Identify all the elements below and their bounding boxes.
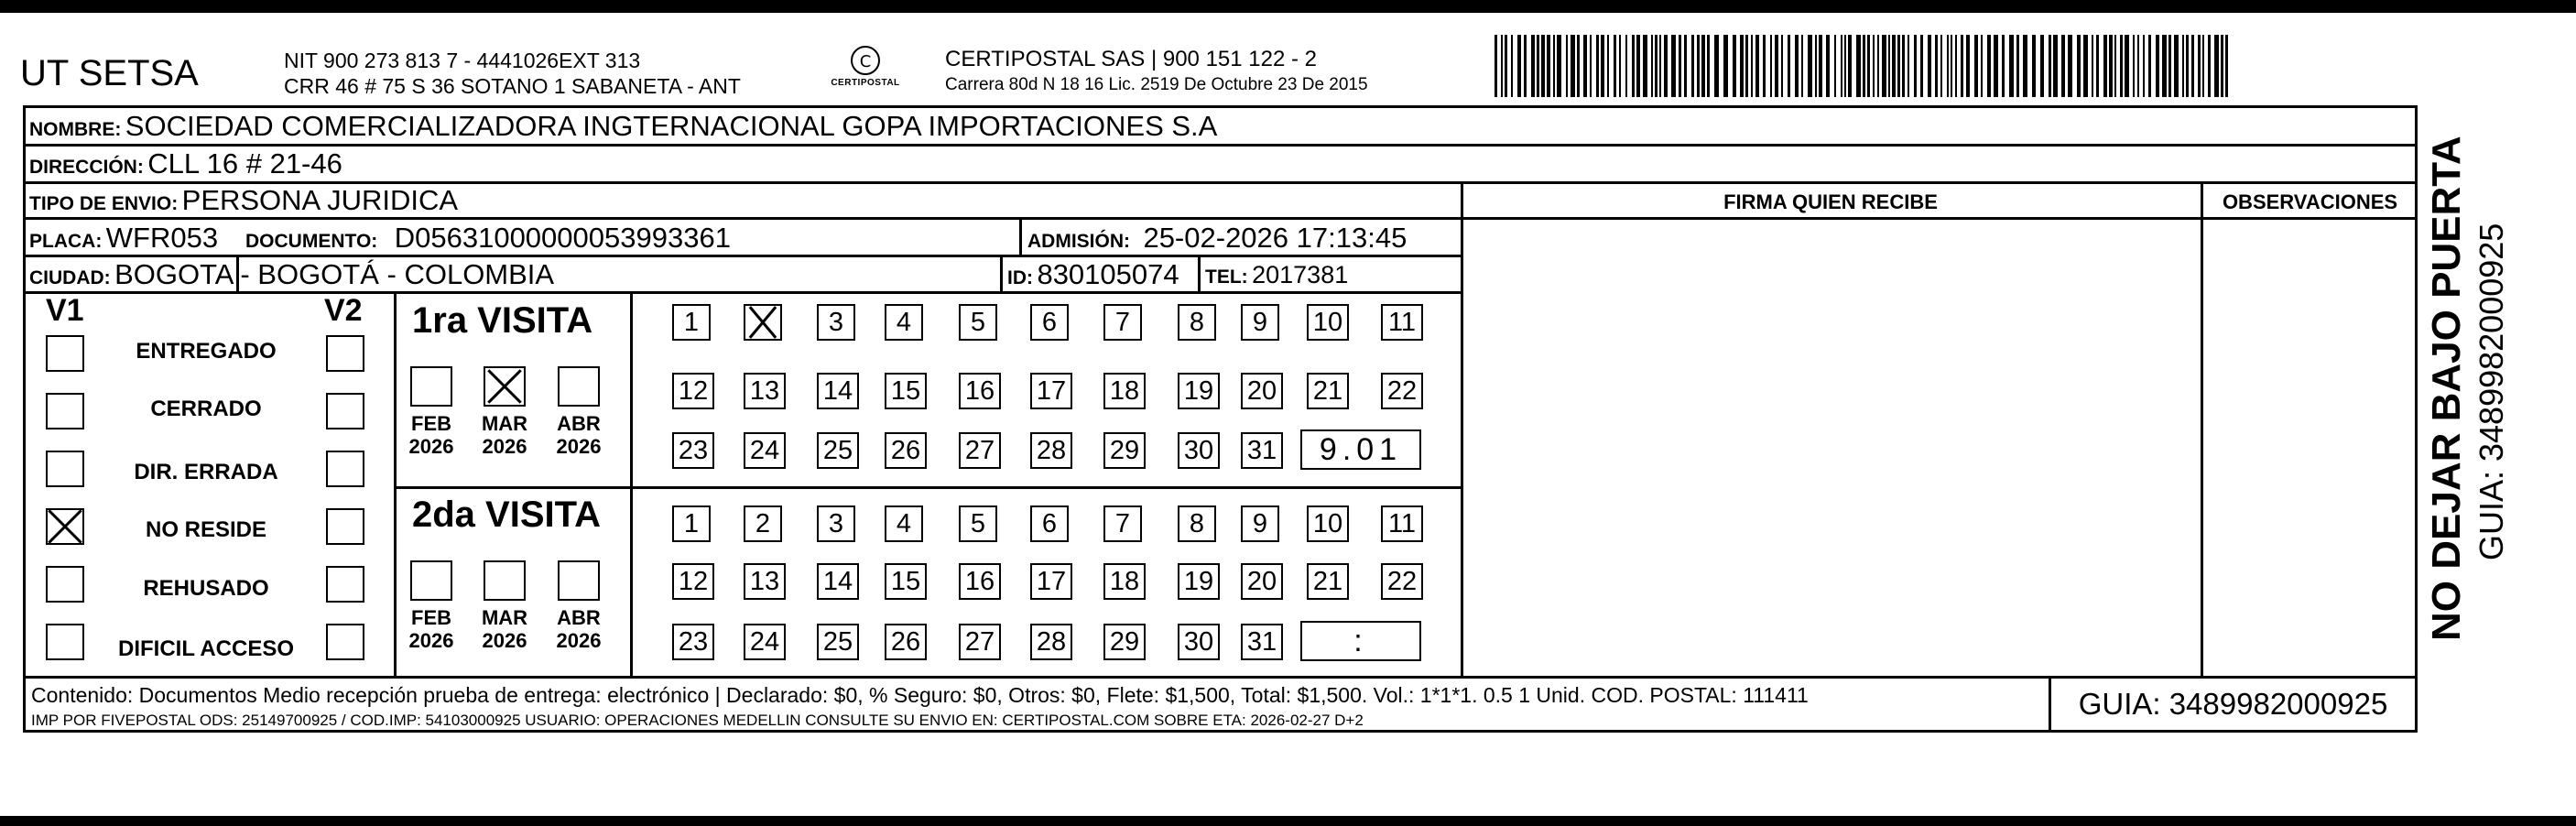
barcode-bar (1848, 35, 1852, 97)
visit2-day-24[interactable]: 24 (744, 624, 786, 660)
visit1-day-21[interactable]: 21 (1307, 373, 1349, 409)
visit2-day-29[interactable]: 29 (1103, 624, 1146, 660)
barcode-bar (1505, 35, 1507, 97)
tipo-value: PERSONA JURIDICA (181, 184, 459, 216)
certipostal-logo (815, 42, 916, 97)
barcode-bar (1974, 35, 1978, 97)
barcode-bar (2092, 35, 2093, 97)
barcode-bar (1619, 35, 1621, 97)
visit2-day-15[interactable]: 15 (885, 563, 927, 600)
v1-checkbox-3[interactable] (46, 508, 84, 545)
v1-checkbox-1[interactable] (46, 393, 84, 429)
v2-checkbox-0[interactable] (326, 335, 364, 372)
visit1-month-label: MAR 2026 (481, 412, 528, 459)
visit1-day-15[interactable]: 15 (885, 373, 927, 409)
status-label: CERRADO (150, 397, 262, 421)
visit2-day-9[interactable]: 9 (1241, 505, 1279, 542)
visit2-day-12[interactable]: 12 (672, 563, 714, 600)
visit2-day-27[interactable]: 27 (959, 624, 1001, 660)
visit2-day-31[interactable]: 31 (1241, 624, 1283, 660)
nit-text: NIT 900 273 813 7 - 4441026EXT 313 (284, 49, 641, 72)
visit1-day-29[interactable]: 29 (1103, 432, 1146, 469)
visit1-day-16[interactable]: 16 (959, 373, 1001, 409)
placa-label: PLACA: (29, 231, 103, 252)
visit-divider (394, 486, 1461, 489)
visit2-day-22[interactable]: 22 (1381, 563, 1423, 600)
barcode-bar (2002, 35, 2005, 97)
visit1-day-6[interactable]: 6 (1030, 304, 1069, 341)
tel-value: 2017381 (1252, 261, 1349, 288)
barcode-bar (1815, 35, 1817, 97)
visit2-day-10[interactable]: 10 (1307, 505, 1349, 542)
side-guia: GUIA: 3489982000925 (2473, 223, 2510, 560)
barcode-bar (1951, 35, 1952, 97)
contenido-text: Contenido: Documentos Medio recepción prueba de entrega: electrónico | Declarado: $0, % Seguro: $0, Otros: $0, Flete: $1,500, Total: $1,500. Vol.: 1*1*1. 0.5 1 Unid. COD. POSTAL: 111411 (31, 683, 1809, 707)
barcode-bar (1867, 35, 1870, 97)
barcode-bar (1679, 35, 1681, 97)
barcode-bar (1596, 35, 1599, 97)
barcode-bar (2103, 35, 2107, 97)
barcode-bar (2053, 35, 2058, 97)
visit2-day-17[interactable]: 17 (1030, 563, 1072, 600)
visit1-month-checkbox-0[interactable] (410, 366, 452, 407)
v1-checkbox-2[interactable] (46, 451, 84, 487)
visit2-month-label: ABR 2026 (556, 606, 602, 653)
documento-value: D05631000000053993361 (394, 222, 731, 254)
col-divider (1019, 217, 1022, 255)
visit2-day-1[interactable]: 1 (672, 505, 711, 542)
visit1-day-22[interactable]: 22 (1381, 373, 1423, 409)
barcode-bar (1733, 35, 1736, 97)
visit2-day-30[interactable]: 30 (1178, 624, 1220, 660)
barcode-bar (1577, 35, 1580, 97)
visit2-month-checkbox-1[interactable] (484, 560, 526, 601)
barcode-bar (1987, 35, 1991, 97)
barcode-bar (1947, 35, 1949, 97)
col-divider (1198, 255, 1201, 291)
barcode-bar (1501, 35, 1503, 97)
visit2-day-23[interactable]: 23 (672, 624, 714, 660)
visit1-day-30[interactable]: 30 (1178, 432, 1220, 469)
col-divider (394, 291, 397, 676)
v2-label: V2 (324, 293, 363, 328)
direccion-row (29, 149, 342, 178)
ciudad-row (29, 260, 554, 288)
v1-checkbox-4[interactable] (46, 566, 84, 603)
admision-value: 25-02-2026 17:13:45 (1143, 222, 1408, 254)
barcode-bar (1541, 35, 1545, 97)
barcode-bar (1940, 35, 1942, 97)
barcode-bar (1740, 35, 1744, 97)
visit1-title: 1ra VISITA (412, 300, 593, 341)
barcode-bar (1697, 35, 1700, 97)
documento-label: DOCUMENTO: (245, 231, 378, 252)
visit2-day-11[interactable]: 11 (1381, 505, 1423, 542)
barcode-bar (1651, 35, 1653, 97)
barcode-bar (1914, 35, 1917, 97)
barcode-bar (1701, 35, 1705, 97)
barcode-bar (2148, 35, 2151, 97)
barcode-bar (1566, 35, 1568, 97)
barcode-bar (1745, 35, 1748, 97)
visit1-day-31[interactable]: 31 (1241, 432, 1283, 469)
company-name: UT SETSA (20, 53, 199, 93)
visit1-day-27[interactable]: 27 (959, 432, 1001, 469)
barcode-bar (1707, 35, 1710, 97)
row-divider (23, 291, 1461, 294)
barcode-bar (2198, 35, 2201, 97)
visit1-day-28[interactable]: 28 (1030, 432, 1072, 469)
barcode-bar (2221, 35, 2223, 97)
visit1-month-checkbox-1[interactable] (484, 366, 526, 407)
v2-checkbox-2[interactable] (326, 451, 364, 487)
visit1-day-14[interactable]: 14 (817, 373, 859, 409)
barcode-bar (1795, 35, 1799, 97)
barcode-bar (1495, 35, 1497, 97)
visit2-day-3[interactable]: 3 (817, 505, 855, 542)
tipo-label: TIPO DE ENVIO: (29, 193, 179, 214)
barcode-bar (1808, 35, 1812, 97)
visit1-day-26[interactable]: 26 (885, 432, 927, 469)
visit2-time-box[interactable]: : (1300, 621, 1421, 661)
visit1-day-24[interactable]: 24 (744, 432, 786, 469)
barcode-bar (1882, 35, 1886, 97)
visit1-day-11[interactable]: 11 (1381, 304, 1423, 341)
barcode-bar (1691, 35, 1694, 97)
direccion-value: CLL 16 # 21-46 (147, 147, 342, 179)
visit1-day-20[interactable]: 20 (1241, 373, 1283, 409)
barcode-bar (1961, 35, 1963, 97)
top-edge (0, 0, 2576, 13)
certipostal-line1: CERTIPOSTAL SAS | 900 151 122 - 2 (945, 47, 1317, 71)
barcode-bar (1873, 35, 1875, 97)
barcode-bar (2133, 35, 2135, 97)
barcode-bar (1775, 35, 1778, 97)
v1-checkbox-5[interactable] (46, 624, 84, 660)
barcode-bar (1755, 35, 1759, 97)
ciudad-value: BOGOTA - BOGOTÁ - COLOMBIA (114, 258, 555, 290)
barcode-bar (2109, 35, 2113, 97)
barcode-bar (1994, 35, 1998, 97)
col-divider (630, 291, 633, 676)
barcode-bar (2049, 35, 2051, 97)
barcode-bar (1524, 35, 1527, 97)
barcode-bar (1659, 35, 1661, 97)
visit2-day-16[interactable]: 16 (959, 563, 1001, 600)
no-dejar-text: NO DEJAR BAJO PUERTA (2424, 136, 2469, 641)
barcode-bar (1928, 35, 1931, 97)
barcode-bar (2009, 35, 2014, 97)
barcode-bar (1955, 35, 1957, 97)
visit1-month-label: ABR 2026 (556, 412, 602, 459)
barcode-bar (2214, 35, 2219, 97)
barcode-bar (2120, 35, 2123, 97)
svg-text:C: C (859, 52, 872, 71)
visit1-day-2[interactable] (744, 304, 782, 341)
barcode-bar (1763, 35, 1766, 97)
v1-label: V1 (46, 293, 84, 328)
barcode-bar (1856, 35, 1861, 97)
visit1-day-10[interactable]: 10 (1307, 304, 1349, 341)
admision-cell (1027, 223, 1407, 252)
barcode-bar (2125, 35, 2129, 97)
barcode-bar (1557, 35, 1561, 97)
barcode-bar (1920, 35, 1923, 97)
barcode-bar (1826, 35, 1830, 97)
ciudad-label: CIUDAD: (29, 267, 111, 288)
barcode-bar (1583, 35, 1587, 97)
firma-label: FIRMA QUIEN RECIBE (1723, 190, 1938, 213)
barcode-bar (2016, 35, 2019, 97)
visit2-month-label: FEB 2026 (408, 606, 454, 653)
barcode-bar (2114, 35, 2116, 97)
barcode-bar (2208, 35, 2211, 97)
v2-checkbox-5[interactable] (326, 624, 364, 660)
documento-cell (245, 223, 731, 252)
barcode-bar (1537, 35, 1539, 97)
col-divider (1000, 255, 1003, 291)
tipo-row (29, 186, 458, 214)
footer-guia: GUIA: 3489982000925 (2078, 687, 2388, 721)
id-cell (1007, 260, 1179, 288)
barcode-bar (1788, 35, 1790, 97)
barcode-bar (1517, 35, 1521, 97)
barcode-bar (2162, 35, 2167, 97)
nombre-value: SOCIEDAD COMERCIALIZADORA INGTERNACIONAL GOPA IMPORTACIONES S.A (125, 110, 1218, 142)
barcode-bar (2168, 35, 2171, 97)
visit2-day-19[interactable]: 19 (1178, 563, 1220, 600)
barcode-bar (1643, 35, 1647, 97)
barcode-bar (2083, 35, 2088, 97)
barcode-bar (1935, 35, 1938, 97)
id-label: ID: (1007, 267, 1033, 288)
visit1-day-5[interactable]: 5 (959, 304, 997, 341)
placa-value: WFR053 (105, 222, 219, 254)
visit1-month-checkbox-2[interactable] (558, 366, 600, 407)
barcode (1495, 35, 2229, 97)
barcode-bar (1571, 35, 1575, 97)
v2-checkbox-3[interactable] (326, 508, 364, 545)
visit2-day-6[interactable]: 6 (1030, 505, 1069, 542)
v1-checkbox-0[interactable] (46, 335, 84, 372)
nombre-row (29, 112, 1217, 140)
barcode-bar (1655, 35, 1658, 97)
visit1-day-3[interactable]: 3 (817, 304, 855, 341)
visit2-day-26[interactable]: 26 (885, 624, 927, 660)
barcode-bar (1511, 35, 1513, 97)
visit1-day-8[interactable]: 8 (1178, 304, 1216, 341)
visit2-month-checkbox-2[interactable] (558, 560, 600, 601)
visit2-day-7[interactable]: 7 (1103, 505, 1142, 542)
barcode-bar (1841, 35, 1842, 97)
v2-checkbox-4[interactable] (326, 566, 364, 603)
visit1-day-23[interactable]: 23 (672, 432, 714, 469)
barcode-bar (1547, 35, 1550, 97)
barcode-bar (2202, 35, 2204, 97)
status-label: NO RESIDE (145, 517, 267, 542)
direccion-label: DIRECCIÓN: (29, 157, 144, 178)
v2-checkbox-1[interactable] (326, 393, 364, 429)
visit1-day-19[interactable]: 19 (1178, 373, 1220, 409)
barcode-bar (1632, 35, 1635, 97)
bottom-edge (0, 816, 2576, 826)
visit2-month-label: MAR 2026 (481, 606, 528, 653)
barcode-bar (2068, 35, 2072, 97)
visit2-day-20[interactable]: 20 (1241, 563, 1283, 600)
visit2-day-4[interactable]: 4 (885, 505, 923, 542)
barcode-bar (2182, 35, 2184, 97)
admision-label: ADMISIÓN: (1027, 231, 1130, 252)
barcode-bar (1908, 35, 1909, 97)
barcode-bar (2077, 35, 2081, 97)
barcode-bar (1801, 35, 1803, 97)
barcode-bar (1892, 35, 1896, 97)
visit2-day-18[interactable]: 18 (1103, 563, 1146, 600)
status-label: ENTREGADO (136, 339, 277, 364)
visit2-day-25[interactable]: 25 (817, 624, 859, 660)
observaciones-label: OBSERVACIONES (2222, 190, 2398, 213)
imp-text: IMP POR FIVEPOSTAL ODS: 25149700925 / COD.IMP: 54103000925 USUARIO: OPERACIONES MEDELLIN CONSULTE SU ENVIO EN: CERTIPOSTAL.COM SOBRE ETA: 2026-02-27 D+2 (31, 712, 1364, 729)
visit1-day-7[interactable]: 7 (1103, 304, 1142, 341)
barcode-bar (1888, 35, 1890, 97)
tel-label: TEL: (1205, 266, 1248, 288)
barcode-bar (1590, 35, 1592, 97)
barcode-bar (1781, 35, 1783, 97)
barcode-bar (2191, 35, 2194, 97)
barcode-bar (1671, 35, 1676, 97)
barcode-bar (1863, 35, 1865, 97)
barcode-bar (1714, 35, 1719, 97)
barcode-bar (1902, 35, 1905, 97)
tel-cell (1205, 263, 1348, 288)
barcode-bar (2143, 35, 2145, 97)
barcode-bar (1684, 35, 1687, 97)
barcode-bar (1664, 35, 1668, 97)
barcode-bar (1531, 35, 1535, 97)
visit2-day-21[interactable]: 21 (1307, 563, 1349, 600)
barcode-bar (2156, 35, 2159, 97)
barcode-bar (1770, 35, 1772, 97)
nombre-label: NOMBRE: (29, 119, 122, 140)
barcode-bar (1897, 35, 1900, 97)
visit1-day-18[interactable]: 18 (1103, 373, 1146, 409)
visit1-day-9[interactable]: 9 (1241, 304, 1279, 341)
row-divider (1461, 217, 2418, 220)
barcode-bar (1966, 35, 1970, 97)
barcode-bar (1636, 35, 1640, 97)
visit2-day-14[interactable]: 14 (817, 563, 859, 600)
barcode-bar (1625, 35, 1627, 97)
visit2-day-2[interactable]: 2 (744, 505, 782, 542)
visit1-day-25[interactable]: 25 (817, 432, 859, 469)
status-label: DIFICIL ACCESO (117, 636, 294, 661)
barcode-bar (1723, 35, 1728, 97)
col-divider (2201, 181, 2203, 676)
barcode-bar (2225, 35, 2228, 97)
row-divider (23, 144, 2418, 147)
barcode-bar (2023, 35, 2027, 97)
col-divider (1461, 181, 1463, 676)
barcode-bar (1877, 35, 1879, 97)
barcode-bar (1981, 35, 1983, 97)
visit1-time-box[interactable]: 9.01 (1300, 429, 1421, 470)
status-label: REHUSADO (143, 576, 269, 601)
placa-cell (29, 223, 218, 252)
id-value: 830105074 (1037, 258, 1179, 290)
logo-text: CERTIPOSTAL (831, 78, 900, 88)
visit1-day-12[interactable]: 12 (672, 373, 714, 409)
barcode-bar (2096, 35, 2099, 97)
certipostal-line2: Carrera 80d N 18 16 Lic. 2519 De Octubre 23 De 2015 (945, 75, 1368, 94)
barcode-bar (1834, 35, 1836, 97)
visit2-day-13[interactable]: 13 (744, 563, 786, 600)
barcode-bar (2061, 35, 2065, 97)
barcode-bar (1819, 35, 1822, 97)
visit1-day-13[interactable]: 13 (744, 373, 786, 409)
barcode-bar (2040, 35, 2044, 97)
barcode-bar (1614, 35, 1616, 97)
barcode-bar (1601, 35, 1604, 97)
barcode-bar (2174, 35, 2179, 97)
visit2-day-8[interactable]: 8 (1178, 505, 1216, 542)
barcode-bar (2137, 35, 2139, 97)
visit1-day-1[interactable]: 1 (672, 304, 711, 341)
visit2-month-checkbox-0[interactable] (410, 560, 452, 601)
visit2-day-5[interactable]: 5 (959, 505, 997, 542)
visit1-day-4[interactable]: 4 (885, 304, 923, 341)
barcode-bar (1553, 35, 1555, 97)
visit1-month-label: FEB 2026 (408, 412, 454, 459)
row-divider (23, 217, 1461, 220)
status-label: DIR. ERRADA (134, 460, 278, 484)
barcode-bar (2032, 35, 2036, 97)
visit1-day-17[interactable]: 17 (1030, 373, 1072, 409)
visit2-title: 2da VISITA (412, 495, 601, 535)
barcode-bar (1751, 35, 1753, 97)
visit2-day-28[interactable]: 28 (1030, 624, 1072, 660)
barcode-bar (1844, 35, 1846, 97)
address-text: CRR 46 # 75 S 36 SOTANO 1 SABANETA - ANT (284, 74, 741, 98)
barcode-bar (2186, 35, 2189, 97)
barcode-bar (1607, 35, 1609, 97)
